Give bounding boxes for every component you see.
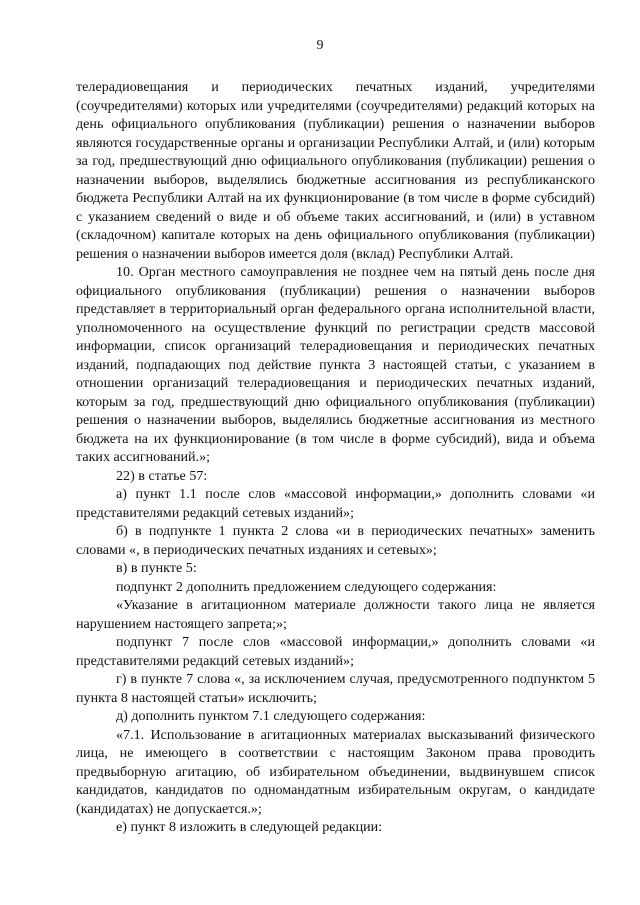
paragraph: г) в пункте 7 слова «, за исключением случая, предусмотренного подпунктом 5 пункта 8 настоящей статьи» исключить;	[76, 671, 595, 706]
paragraph: подпункт 2 дополнить предложением следующего содержания:	[116, 578, 497, 595]
paragraph: а) пункт 1.1 после слов «массовой информации,» дополнить словами «и представителями редакций сетевых изданий»;	[76, 486, 595, 521]
paragraph: д) дополнить пунктом 7.1 следующего содержания:	[116, 708, 426, 724]
page-number: 9	[316, 38, 324, 53]
paragraph: е) пункт 8 изложить в следующей редакции:	[116, 819, 383, 835]
paragraph: телерадиовещания и периодических печатных изданий, учредителями (соучредителями) которых или учредителями (соучредителями) редакций которых на день официального опубликования (публикации) решения о назначении выборов являются государственные органы и организации Республики Алтай, и (или) которым за год, предшествующий дню официального опубликования (публикации) решения о назначении выборов, выделялись бюджетные ассигнования из республиканского бюджета Республики Алтай на их функционирование (в том числе в форме субсидий) с указанием сведений о виде и об объеме таких ассигнований, и (или) в уставном (складочном) капитале которых на день официального опубликования (публикации) решения о назначении выборов имеется доля (вклад) Республики Алтай.	[76, 79, 595, 262]
paragraph: «7.1. Использование в агитационных материалах высказываний физического лица, не имеющего в соответствии с настоящим Законом права проводить предвыборную агитацию, об избирательном объединении, выдвинувшем список кандидатов, кандидатов по одномандатным избирательным округам, о кандидате (кандидатах) не допускается.»;	[76, 726, 595, 817]
paragraph: 10. Орган местного самоуправления не позднее чем на пятый день после дня официального опубликования (публикации) решения о назначении выборов представляет в территориальный орган федерального органа исполнительной власти, уполномоченного на осуществление функций по регистрации средств массовой информации, список организаций телерадиовещания и периодических печатных изданий, подпадающих под действие пункта 3 настоящей статьи, с указанием в отношении организаций телерадиовещания и периодических печатных изданий, которым за год, предшествующий дню официального опубликования (публикации) решения о назначении выборов, выделялись бюджетные ассигнования из местного бюджета на их функционирование (в том числе в форме субсидий), вида и объема таких ассигнований.»;	[76, 264, 595, 465]
document-body	[76, 78, 595, 837]
paragraph: подпункт 7 после слов «массовой информации,» дополнить словами «и представителями редакций сетевых изданий»;	[76, 634, 595, 669]
paragraph: 22) в статье 57:	[116, 467, 208, 484]
paragraph: б) в подпункте 1 пункта 2 слова «и в периодических печатных» заменить словами «, в периодических печатных изданиях и сетевых»;	[76, 523, 595, 558]
paragraph: в) в пункте 5:	[116, 560, 197, 576]
paragraph: «Указание в агитационном материале должности такого лица не является нарушением настоящего запрета;»;	[76, 597, 595, 632]
